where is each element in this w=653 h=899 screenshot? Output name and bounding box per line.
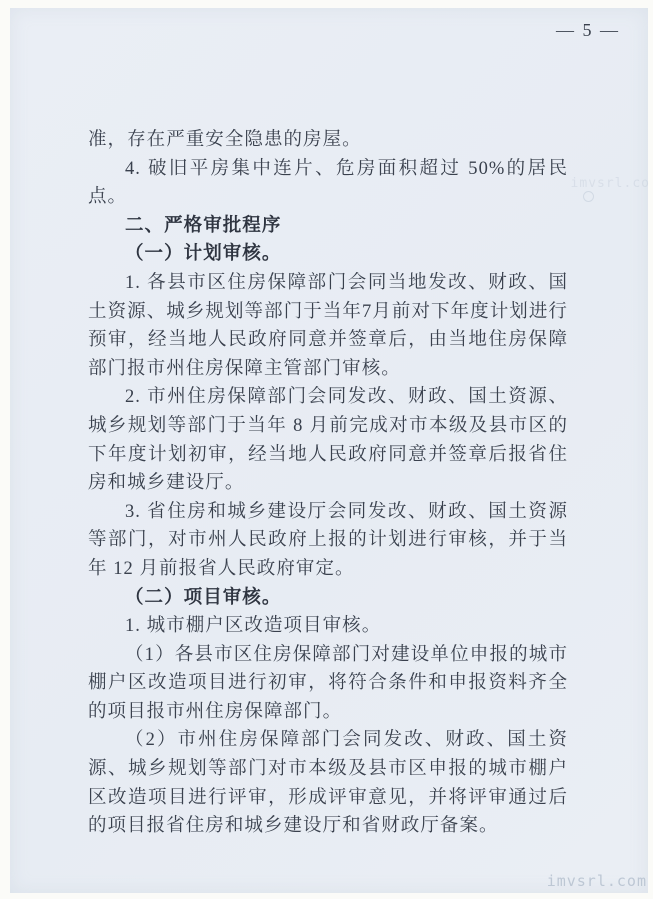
paragraph: （1）各县市区住房保障部门对建设单位申报的城市棚户区改造项目进行初审，将符合条件和申报资料齐全的项目报市州住房保障部门。: [88, 644, 568, 722]
watermark-top-right: imvsrl.co: [570, 176, 650, 191]
scanned-paper-page: [10, 8, 648, 893]
watermark-bottom-right: imvsrl.com: [546, 872, 647, 890]
paragraph: 准，存在严重安全隐患的房屋。: [88, 130, 362, 150]
paragraph: 4. 破旧平房集中连片、危房面积超过 50%的居民点。: [88, 158, 568, 208]
paragraph: 3. 省住房和城乡建设厅会同发改、财政、国土资源等部门，对市州人民政府上报的计划进行审核，并于当年 12 月前报省人民政府审定。: [88, 501, 568, 579]
section-heading: （二）项目审核。: [125, 587, 282, 608]
paragraph: 2. 市州住房保障部门会同发改、财政、国土资源、城乡规划等部门于当年 8 月前完成对市本级及县市区的下年度计划初审，经当地人民政府同意并签章后报省住房和城乡建设厅。: [88, 387, 568, 494]
paragraph: （2）市州住房保障部门会同发改、财政、国土资源、城乡规划等部门对市本级及县市区申报的城市棚户区改造项目进行评审，形成评审意见，并将评审通过后的项目报省住房和城乡建设厅和省财政厅备案。: [88, 730, 568, 837]
scan-artifact-speck: [583, 191, 594, 202]
document-body: [88, 126, 568, 841]
paragraph: 1. 各县市区住房保障部门会同当地发改、财政、国土资源、城乡规划等部门于当年7月前对下年度计划进行预审，经当地人民政府同意并签章后，由当地住房保障部门报市州住房保障主管部门审核。: [88, 272, 568, 379]
section-heading: 二、严格审批程序: [125, 215, 282, 236]
section-heading: （一）计划审核。: [125, 244, 282, 265]
paragraph: 1. 城市棚户区改造项目审核。: [125, 616, 382, 637]
page-number: — 5 —: [556, 20, 620, 40]
